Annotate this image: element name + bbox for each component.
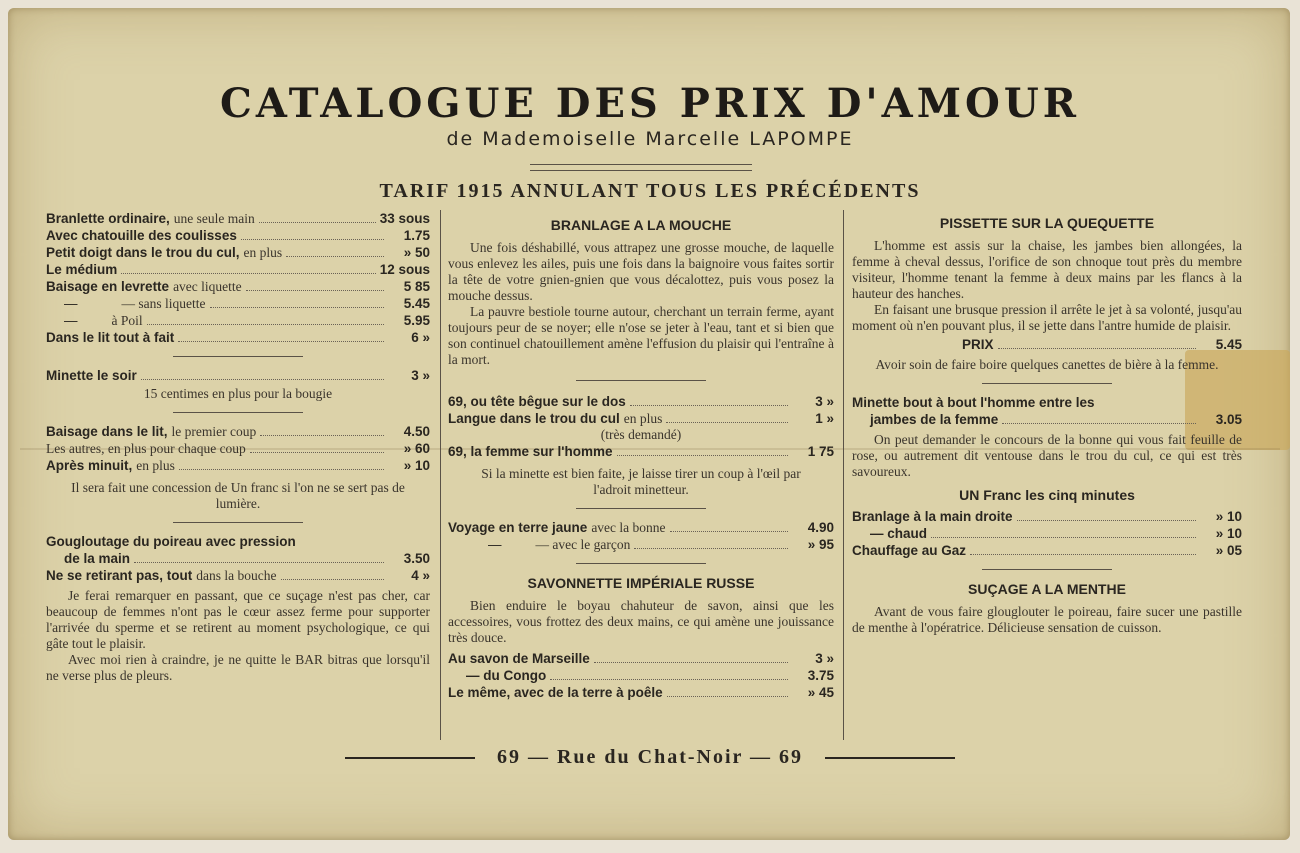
price-row	[448, 650, 834, 667]
section-separator	[576, 380, 706, 381]
leader-dots	[259, 222, 376, 223]
item-label: — chaud	[870, 526, 928, 541]
item-price: 3.50	[403, 551, 430, 566]
item-price: 1.75	[403, 228, 430, 243]
item-label: Gougloutage du poireau avec pression	[46, 534, 296, 549]
price-row	[852, 336, 1242, 353]
item-note: en plus	[136, 458, 175, 473]
catalogue-subtitle: de Mademoiselle Marcelle LAPOMPE	[446, 128, 854, 150]
item-label: —	[64, 296, 78, 311]
item-price: 5.45	[403, 296, 430, 311]
item-label: jambes de la femme	[870, 412, 999, 427]
item-price: » 45	[807, 685, 834, 700]
item-price: » 60	[403, 441, 430, 456]
leader-dots	[121, 273, 375, 274]
price-row	[448, 684, 834, 701]
leader-dots	[594, 662, 788, 663]
leader-dots	[250, 452, 384, 453]
price-row	[448, 443, 834, 460]
section-separator	[173, 412, 303, 413]
address-text: 69 — Rue du Chat-Noir — 69	[496, 746, 804, 768]
price-row	[852, 508, 1242, 525]
price-row	[46, 244, 430, 261]
paragraph: Une fois déshabillé, vous attrapez une grosse mouche, de laquelle vous enlevez les ailes, puis une fois dans la baignoire vous faites sortir la tête de votre gnien-gnien que vous décalottez, puis vous posez la mouche dessus.	[448, 240, 834, 303]
leader-dots	[241, 239, 384, 240]
item-price: 3 »	[411, 368, 430, 383]
item-price: 5.95	[403, 313, 430, 328]
bougie-note: 15 centimes en plus pour la bougie	[143, 386, 333, 401]
price-row	[46, 367, 430, 384]
price-row	[46, 533, 430, 550]
item-price: » 05	[1215, 543, 1242, 558]
item-note: avec liquette	[173, 279, 242, 294]
item-label: Le même, avec de la terre à poêle	[448, 685, 663, 700]
price-row	[46, 567, 430, 584]
leader-dots	[670, 531, 788, 532]
section-heading: SUÇAGE A LA MENTHE	[968, 581, 1126, 597]
leader-dots	[147, 324, 384, 325]
leader-dots	[617, 455, 788, 456]
leader-dots	[550, 679, 788, 680]
price-row	[448, 393, 834, 410]
section-separator	[576, 508, 706, 509]
price-row	[448, 519, 834, 536]
leader-dots	[210, 307, 385, 308]
section-separator	[173, 522, 303, 523]
paragraph: Si la minette est bien faite, je laisse tirer un coup à l'œil par l'adroit minetteur.	[481, 466, 801, 497]
price-row	[46, 440, 430, 457]
item-price: 6 »	[411, 330, 430, 345]
leader-dots	[281, 579, 384, 580]
column-right	[852, 210, 1242, 636]
leader-dots	[179, 469, 384, 470]
item-price: » 10	[403, 458, 430, 473]
section-heading: SAVONNETTE IMPÉRIALE RUSSE	[527, 575, 755, 591]
price-row	[46, 550, 430, 567]
double-rule	[530, 164, 752, 171]
column-divider	[843, 210, 844, 740]
item-note: Les autres, en plus pour chaque coup	[46, 441, 246, 456]
paragraph: En faisant une brusque pression il arrête le jet à sa volonté, jusqu'au moment où n'en pouvant plus, il se jette dans l'antre humide de plaisir.	[852, 302, 1242, 333]
item-label: Le médium	[46, 262, 118, 277]
price-row	[448, 410, 834, 427]
item-label: Minette bout à bout l'homme entre les	[852, 395, 1095, 410]
item-label: —	[64, 313, 78, 328]
price-row	[46, 278, 430, 295]
price-row	[852, 525, 1242, 542]
item-note: en plus	[623, 411, 663, 426]
price-row	[448, 667, 834, 684]
item-price: » 10	[1215, 526, 1242, 541]
section-separator	[982, 383, 1112, 384]
item-label: 69, la femme sur l'homme	[448, 444, 613, 459]
item-label: Petit doigt dans le trou du cul,	[46, 245, 240, 260]
tarif-heading: TARIF 1915 ANNULANT TOUS LES PRÉCÉDENTS	[379, 180, 921, 202]
leader-dots	[667, 696, 788, 697]
item-label: Branlette ordinaire,	[46, 211, 170, 226]
section-heading: UN Franc les cinq minutes	[959, 487, 1135, 503]
section-heading: PISSETTE SUR LA QUEQUETTE	[939, 215, 1155, 231]
column-left	[46, 210, 430, 684]
item-label: PRIX	[962, 337, 994, 352]
item-label: Après minuit,	[46, 458, 133, 473]
paragraph: Je ferai remarquer en passant, que ce suçage n'est pas cher, car beaucoup de femmes n'ont pas le cœur assez ferme pour supporter l'arrivée du sperme et se retirent au moment psychologique, ce qui gâte tout le plaisir.	[46, 588, 430, 651]
section-heading: BRANLAGE A LA MOUCHE	[550, 217, 732, 233]
price-row	[46, 329, 430, 346]
column-middle	[448, 210, 834, 701]
price-row	[448, 536, 834, 553]
item-label: Branlage à la main droite	[852, 509, 1013, 524]
leader-dots	[1002, 423, 1196, 424]
item-price: 5 85	[403, 279, 430, 294]
item-note: le premier coup	[171, 424, 257, 439]
item-price: 3.75	[807, 668, 834, 683]
price-row	[46, 457, 430, 474]
item-note: à Poil	[111, 313, 143, 328]
leader-dots	[666, 422, 788, 423]
section-separator	[982, 569, 1112, 570]
item-label: Chauffage au Gaz	[852, 543, 967, 558]
item-price: 3.05	[1215, 412, 1242, 427]
item-label: Baisage en levrette	[46, 279, 170, 294]
leader-dots	[286, 256, 384, 257]
item-price: » 95	[807, 537, 834, 552]
concession-note: Il sera fait une concession de Un franc si l'on ne se sert pas de lumière.	[71, 480, 405, 511]
item-price: 1 75	[807, 444, 834, 459]
item-label: — du Congo	[466, 668, 547, 683]
paragraph: L'homme est assis sur la chaise, les jambes bien allongées, la femme à cheval dessus, l'orifice de son chnoque tout près du membre visiteur, l'homme tenant la femme à deux mains par les flancs à la hauteur des hanches.	[852, 238, 1242, 301]
item-price: 33 sous	[379, 211, 430, 226]
price-row	[46, 312, 430, 329]
item-note: avec la bonne	[591, 520, 666, 535]
price-row	[46, 227, 430, 244]
item-note: en plus	[243, 245, 283, 260]
item-label: 69, ou tête bêgue sur le dos	[448, 394, 626, 409]
item-price: 1 »	[815, 411, 834, 426]
item-label: Baisage dans le lit,	[46, 424, 168, 439]
item-price: 4.50	[403, 424, 430, 439]
item-price: 5.45	[1215, 337, 1242, 352]
item-price: 12 sous	[379, 262, 430, 277]
item-note: une seule main	[173, 211, 255, 226]
leader-dots	[970, 554, 1196, 555]
item-label: Voyage en terre jaune	[448, 520, 588, 535]
leader-dots	[630, 405, 788, 406]
item-price: 4.90	[807, 520, 834, 535]
column-divider	[440, 210, 441, 740]
demande-note: (très demandé)	[600, 427, 682, 442]
item-label: Au savon de Marseille	[448, 651, 590, 666]
price-row	[46, 295, 430, 312]
paragraph: On peut demander le concours de la bonne qui vous fait feuille de rose, ou autrement dit ventouse dans le trou du cul, ce qui est très savoureux.	[852, 432, 1242, 479]
leader-dots	[246, 290, 384, 291]
price-row	[852, 411, 1242, 428]
ornament-left	[345, 757, 475, 759]
item-price: 4 »	[411, 568, 430, 583]
price-row	[852, 542, 1242, 559]
footer-address	[0, 746, 1300, 769]
item-price: 3 »	[815, 394, 834, 409]
leader-dots	[1017, 520, 1196, 521]
paragraph: Bien enduire le boyau chahuteur de savon, ainsi que les accessoires, vous frottez des deux mains, ce qui amène une jouissance très douce.	[448, 598, 834, 645]
price-row	[46, 210, 430, 227]
paragraph: Avec moi rien à craindre, je ne quitte le BAR bitras que lorsqu'il ne verse plus de pleurs.	[46, 652, 430, 683]
section-separator	[576, 563, 706, 564]
item-label: de la main	[64, 551, 131, 566]
paragraph: Avant de vous faire glouglouter le poireau, faire sucer une pastille de menthe à l'opératrice. Délicieuse sensation de cuisson.	[852, 604, 1242, 635]
item-label: Minette le soir	[46, 368, 137, 383]
price-row	[46, 261, 430, 278]
leader-dots	[998, 348, 1196, 349]
ornament-right	[825, 757, 955, 759]
leader-dots	[634, 548, 788, 549]
item-label: Ne se retirant pas, tout	[46, 568, 193, 583]
leader-dots	[931, 537, 1196, 538]
item-note: dans la bouche	[196, 568, 277, 583]
item-price: 3 »	[815, 651, 834, 666]
leader-dots	[178, 341, 384, 342]
leader-dots	[260, 435, 384, 436]
price-row	[852, 394, 1242, 411]
section-separator	[173, 356, 303, 357]
item-price: » 10	[1215, 509, 1242, 524]
paragraph: La pauvre bestiole tourne autour, cherchant un terrain ferme, ayant toujours peur de se noyer; elle n'ose se jeter à l'eau, tant et si bien que son continuel chatouillement amène l'effusion du plaisir qui l'entraîne à la mort.	[448, 304, 834, 367]
item-label: Langue dans le trou du cul	[448, 411, 620, 426]
item-label: Avec chatouille des coulisses	[46, 228, 237, 243]
leader-dots	[141, 379, 384, 380]
paragraph: Avoir soin de faire boire quelques canettes de bière à la femme.	[875, 357, 1219, 372]
price-row	[46, 423, 430, 440]
item-price: » 50	[403, 245, 430, 260]
item-note: — avec le garçon	[535, 537, 631, 552]
item-note: — sans liquette	[121, 296, 206, 311]
leader-dots	[134, 562, 384, 563]
catalogue-title: CATALOGUE DES PRIX D'AMOUR	[220, 80, 1080, 127]
item-label: Dans le lit tout à fait	[46, 330, 175, 345]
item-label: —	[488, 537, 502, 552]
